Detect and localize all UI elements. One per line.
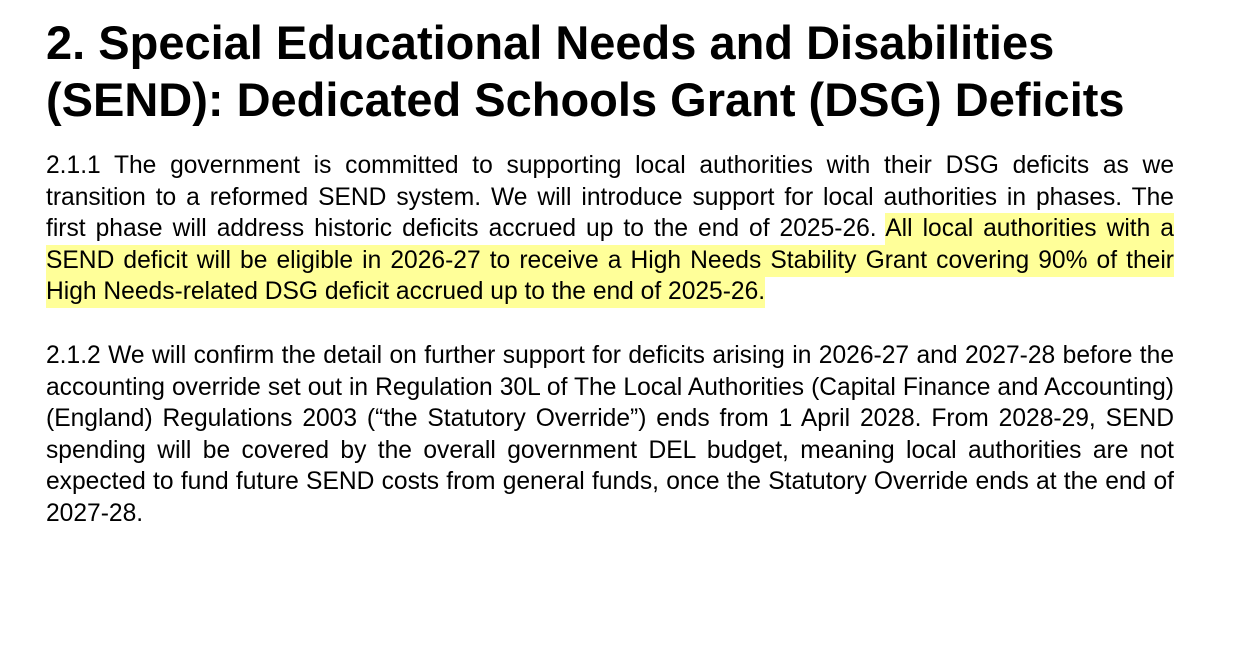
document-page — [46, 14, 1174, 530]
paragraph-2-1-2 — [46, 340, 1174, 530]
highlighted-text: All local authorities with a SEND deficit will be eligible in 2026-27 to receive a High Needs Stability Grant covering 90% of their High Needs-related DSG deficit accrued up to the end of 2025-26. — [46, 213, 1174, 308]
paragraph-2-1-1 — [46, 150, 1174, 308]
section-heading: 2. Special Educational Needs and Disabilities (SEND): Dedicated Schools Grant (DSG) Deficits — [46, 16, 1125, 126]
paragraph-number: 2.1.1 — [46, 152, 101, 179]
paragraph-text: We will confirm the detail on further support for deficits arising in 2026-27 and 2027-28 before the accounting override set out in Regulation 30L of The Local Authorities (Capital Finance and Accounting) (England) Regulations 2003 (“the Statutory Override”) ends from 1 April 2028. From 2028-29, SEND spending will be covered by the overall government DEL budget, meaning local authorities are not expected to fund future SEND costs from general funds, once the Statutory Override ends at the end of 2027-28. — [46, 341, 1174, 527]
paragraph-number: 2.1.2 — [46, 341, 101, 369]
paragraph-text: The government is committed to supporting local authorities with their DSG deficits as we transition to a reformed SEND system. We will introduce support for local authorities in phases. The first phase will address historic deficits accrued up to the end of 2025-26. — [46, 152, 1174, 243]
